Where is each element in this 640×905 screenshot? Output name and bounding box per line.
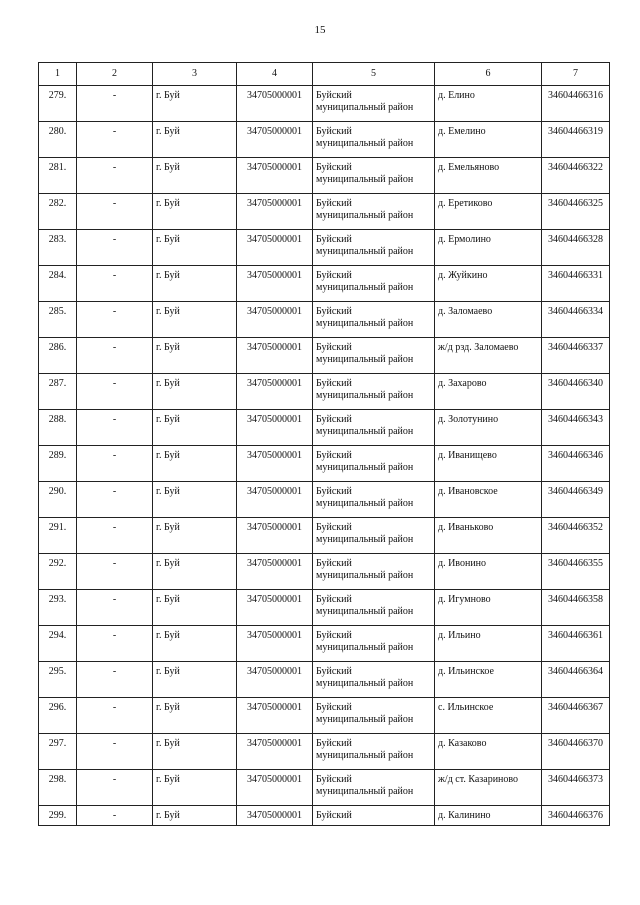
table-row [39, 122, 610, 158]
district-cell [313, 410, 435, 446]
row-number: 281. [39, 158, 77, 194]
district-line-1: Буйский [316, 90, 352, 101]
district-line-2: муниципальный район [316, 138, 414, 149]
district-cell [313, 374, 435, 410]
row-number: 297. [39, 734, 77, 770]
table-row [39, 446, 610, 482]
district-cell [313, 698, 435, 734]
table-row [39, 806, 610, 826]
oktmo-cell: 34604466361 [542, 626, 610, 662]
column-header: 2 [77, 63, 153, 86]
oktmo-cell: 34604466337 [542, 338, 610, 374]
locality-cell: ж/д ст. Казариново [435, 770, 542, 806]
code-cell: 34705000001 [237, 374, 313, 410]
row-dash: - [77, 158, 153, 194]
locality-cell: д. Игумново [435, 590, 542, 626]
district-line-2: муниципальный район [316, 318, 414, 329]
district-line-1: Буйский [316, 594, 352, 605]
code-cell: 34705000001 [237, 230, 313, 266]
district-line-1: Буйский [316, 450, 352, 461]
row-dash: - [77, 734, 153, 770]
table-row [39, 734, 610, 770]
district-cell [313, 86, 435, 122]
district-line-1: Буйский [316, 522, 352, 533]
column-header: 4 [237, 63, 313, 86]
row-dash: - [77, 482, 153, 518]
row-dash: - [77, 194, 153, 230]
locality-cell: д. Емельяново [435, 158, 542, 194]
code-cell: 34705000001 [237, 626, 313, 662]
row-dash: - [77, 590, 153, 626]
table-row [39, 662, 610, 698]
locality-cell: д. Емелино [435, 122, 542, 158]
code-cell: 34705000001 [237, 410, 313, 446]
code-cell: 34705000001 [237, 806, 313, 826]
row-number: 290. [39, 482, 77, 518]
oktmo-cell: 34604466319 [542, 122, 610, 158]
oktmo-cell: 34604466334 [542, 302, 610, 338]
district-cell [313, 302, 435, 338]
table-row [39, 410, 610, 446]
table-row [39, 158, 610, 194]
code-cell: 34705000001 [237, 158, 313, 194]
oktmo-cell: 34604466364 [542, 662, 610, 698]
row-dash: - [77, 302, 153, 338]
locality-cell: д. Ивановское [435, 482, 542, 518]
locality-cell: д. Заломаево [435, 302, 542, 338]
district-line-2: муниципальный район [316, 606, 414, 617]
district-cell [313, 122, 435, 158]
code-cell: 34705000001 [237, 662, 313, 698]
code-cell: 34705000001 [237, 482, 313, 518]
district-line-1: Буйский [316, 342, 352, 353]
district-cell [313, 770, 435, 806]
row-number: 288. [39, 410, 77, 446]
district-line-2: муниципальный район [316, 174, 414, 185]
code-cell: 34705000001 [237, 698, 313, 734]
row-number: 284. [39, 266, 77, 302]
oktmo-cell: 34604466373 [542, 770, 610, 806]
district-line-1: Буйский [316, 378, 352, 389]
table-row [39, 770, 610, 806]
oktmo-cell: 34604466328 [542, 230, 610, 266]
district-line-2: муниципальный район [316, 570, 414, 581]
table-row [39, 194, 610, 230]
row-dash: - [77, 230, 153, 266]
district-cell [313, 806, 435, 826]
oktmo-cell: 34604466367 [542, 698, 610, 734]
code-cell: 34705000001 [237, 266, 313, 302]
district-line-1: Буйский [316, 810, 352, 821]
district-line-1: Буйский [316, 666, 352, 677]
locality-cell: д. Иванищево [435, 446, 542, 482]
city-cell: г. Буй [153, 266, 237, 302]
row-dash: - [77, 86, 153, 122]
row-dash: - [77, 770, 153, 806]
district-line-1: Буйский [316, 306, 352, 317]
row-dash: - [77, 806, 153, 826]
city-cell: г. Буй [153, 518, 237, 554]
oktmo-cell: 34604466346 [542, 446, 610, 482]
locality-cell: д. Захарово [435, 374, 542, 410]
city-cell: г. Буй [153, 806, 237, 826]
city-cell: г. Буй [153, 194, 237, 230]
city-cell: г. Буй [153, 734, 237, 770]
city-cell: г. Буй [153, 590, 237, 626]
row-number: 285. [39, 302, 77, 338]
row-dash: - [77, 698, 153, 734]
district-line-2: муниципальный район [316, 426, 414, 437]
row-dash: - [77, 374, 153, 410]
district-line-1: Буйский [316, 630, 352, 641]
locality-cell: д. Жуйкино [435, 266, 542, 302]
city-cell: г. Буй [153, 230, 237, 266]
district-line-2: муниципальный район [316, 210, 414, 221]
oktmo-cell: 34604466376 [542, 806, 610, 826]
district-cell [313, 266, 435, 302]
column-header: 3 [153, 63, 237, 86]
district-line-1: Буйский [316, 486, 352, 497]
city-cell: г. Буй [153, 86, 237, 122]
city-cell: г. Буй [153, 770, 237, 806]
district-line-2: муниципальный район [316, 462, 414, 473]
locality-cell: ж/д рзд. Заломаево [435, 338, 542, 374]
district-line-2: муниципальный район [316, 750, 414, 761]
row-number: 292. [39, 554, 77, 590]
oktmo-cell: 34604466343 [542, 410, 610, 446]
row-number: 283. [39, 230, 77, 266]
table-row [39, 374, 610, 410]
district-line-1: Буйский [316, 126, 352, 137]
code-cell: 34705000001 [237, 86, 313, 122]
locality-cell: д. Еретиково [435, 194, 542, 230]
row-dash: - [77, 446, 153, 482]
code-cell: 34705000001 [237, 590, 313, 626]
district-line-2: муниципальный район [316, 246, 414, 257]
row-dash: - [77, 554, 153, 590]
code-cell: 34705000001 [237, 302, 313, 338]
locality-cell: с. Ильинское [435, 698, 542, 734]
code-cell: 34705000001 [237, 122, 313, 158]
code-cell: 34705000001 [237, 734, 313, 770]
table-row [39, 482, 610, 518]
locality-cell: д. Ермолино [435, 230, 542, 266]
table-row [39, 86, 610, 122]
oktmo-cell: 34604466331 [542, 266, 610, 302]
district-line-1: Буйский [316, 774, 352, 785]
row-dash: - [77, 410, 153, 446]
district-line-2: муниципальный район [316, 714, 414, 725]
column-header: 1 [39, 63, 77, 86]
table-row [39, 590, 610, 626]
table-row [39, 230, 610, 266]
table-row [39, 698, 610, 734]
district-cell [313, 662, 435, 698]
oktmo-cell: 34604466325 [542, 194, 610, 230]
district-line-2: муниципальный район [316, 678, 414, 689]
registry-table [38, 62, 610, 826]
city-cell: г. Буй [153, 338, 237, 374]
code-cell: 34705000001 [237, 770, 313, 806]
district-line-2: муниципальный район [316, 786, 414, 797]
row-dash: - [77, 338, 153, 374]
district-cell [313, 518, 435, 554]
table-row [39, 554, 610, 590]
header-row [39, 63, 610, 86]
district-cell [313, 158, 435, 194]
city-cell: г. Буй [153, 554, 237, 590]
locality-cell: д. Ивонино [435, 554, 542, 590]
district-line-2: муниципальный район [316, 102, 414, 113]
locality-cell: д. Ильинское [435, 662, 542, 698]
city-cell: г. Буй [153, 698, 237, 734]
oktmo-cell: 34604466352 [542, 518, 610, 554]
oktmo-cell: 34604466340 [542, 374, 610, 410]
row-number: 299. [39, 806, 77, 826]
district-line-1: Буйский [316, 414, 352, 425]
table-row [39, 338, 610, 374]
district-cell [313, 626, 435, 662]
table-row [39, 518, 610, 554]
district-cell [313, 230, 435, 266]
row-number: 280. [39, 122, 77, 158]
locality-cell: д. Ильино [435, 626, 542, 662]
locality-cell: д. Иваньково [435, 518, 542, 554]
code-cell: 34705000001 [237, 554, 313, 590]
district-cell [313, 446, 435, 482]
oktmo-cell: 34604466355 [542, 554, 610, 590]
city-cell: г. Буй [153, 158, 237, 194]
city-cell: г. Буй [153, 302, 237, 338]
city-cell: г. Буй [153, 662, 237, 698]
code-cell: 34705000001 [237, 446, 313, 482]
district-cell [313, 734, 435, 770]
table-row [39, 302, 610, 338]
row-number: 289. [39, 446, 77, 482]
city-cell: г. Буй [153, 626, 237, 662]
row-number: 287. [39, 374, 77, 410]
locality-cell: д. Золотунино [435, 410, 542, 446]
city-cell: г. Буй [153, 482, 237, 518]
district-cell [313, 554, 435, 590]
city-cell: г. Буй [153, 446, 237, 482]
row-dash: - [77, 518, 153, 554]
district-cell [313, 338, 435, 374]
district-cell [313, 482, 435, 518]
oktmo-cell: 34604466349 [542, 482, 610, 518]
row-dash: - [77, 122, 153, 158]
table-row [39, 626, 610, 662]
district-line-2: муниципальный район [316, 642, 414, 653]
row-number: 296. [39, 698, 77, 734]
district-line-2: муниципальный район [316, 282, 414, 293]
district-cell [313, 590, 435, 626]
oktmo-cell: 34604466358 [542, 590, 610, 626]
row-number: 294. [39, 626, 77, 662]
city-cell: г. Буй [153, 374, 237, 410]
oktmo-cell: 34604466322 [542, 158, 610, 194]
district-line-1: Буйский [316, 702, 352, 713]
district-line-2: муниципальный район [316, 498, 414, 509]
district-line-1: Буйский [316, 162, 352, 173]
row-number: 282. [39, 194, 77, 230]
oktmo-cell: 34604466370 [542, 734, 610, 770]
locality-cell: д. Казаково [435, 734, 542, 770]
district-line-1: Буйский [316, 558, 352, 569]
row-number: 291. [39, 518, 77, 554]
row-number: 286. [39, 338, 77, 374]
district-line-2: муниципальный район [316, 390, 414, 401]
page-number: 15 [314, 24, 326, 36]
row-number: 298. [39, 770, 77, 806]
column-header: 6 [435, 63, 542, 86]
code-cell: 34705000001 [237, 518, 313, 554]
table-body [39, 86, 610, 826]
city-cell: г. Буй [153, 122, 237, 158]
row-number: 295. [39, 662, 77, 698]
district-line-1: Буйский [316, 198, 352, 209]
row-dash: - [77, 626, 153, 662]
locality-cell: д. Калинино [435, 806, 542, 826]
oktmo-cell: 34604466316 [542, 86, 610, 122]
district-line-1: Буйский [316, 738, 352, 749]
row-number: 279. [39, 86, 77, 122]
district-cell [313, 194, 435, 230]
row-dash: - [77, 266, 153, 302]
code-cell: 34705000001 [237, 194, 313, 230]
locality-cell: д. Елино [435, 86, 542, 122]
district-line-2: муниципальный район [316, 534, 414, 545]
table-row [39, 266, 610, 302]
city-cell: г. Буй [153, 410, 237, 446]
column-header: 7 [542, 63, 610, 86]
row-number: 293. [39, 590, 77, 626]
district-line-1: Буйский [316, 234, 352, 245]
code-cell: 34705000001 [237, 338, 313, 374]
row-dash: - [77, 662, 153, 698]
column-header: 5 [313, 63, 435, 86]
district-line-2: муниципальный район [316, 354, 414, 365]
district-line-1: Буйский [316, 270, 352, 281]
